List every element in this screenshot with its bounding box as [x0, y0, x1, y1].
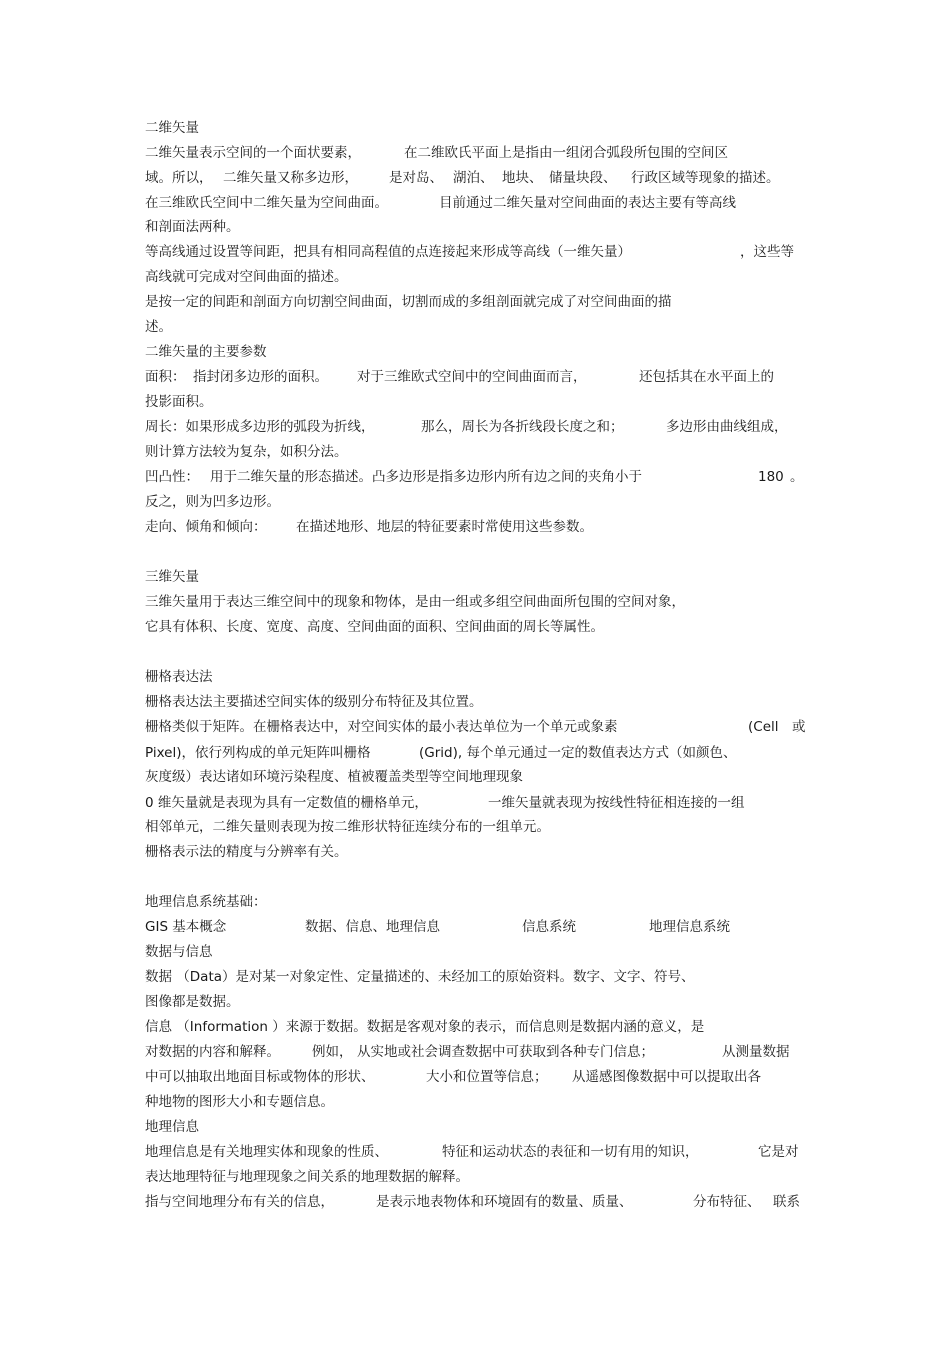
- text-line-37-seg-0: 地理信息: [145, 1119, 199, 1135]
- text-line-6-seg-0: 高线就可完成对空间曲面的描述。: [145, 269, 348, 285]
- text-line-14-seg-3: 。: [790, 469, 804, 485]
- text-line-14-seg-2: 180: [758, 469, 784, 485]
- text-line-4-seg-0: 和剖面法两种。: [145, 219, 240, 235]
- text-line-23-seg-0: Pixel)，依行列构成的单元矩阵叫栅格: [145, 745, 371, 761]
- text-line-15-seg-0: 反之，则为凹多边形。: [145, 494, 280, 510]
- text-line-1-seg-0: 二维矢量表示空间的一个面状要素，: [145, 145, 361, 161]
- text-line-16-seg-1: 在描述地形、地层的特征要素时常使用这些参数。: [296, 519, 593, 535]
- text-line-19-seg-0: 它具有体积、长度、宽度、高度、空间曲面的面积、空间曲面的周长等属性。: [145, 619, 604, 635]
- text-line-12-seg-2: 多边形由曲线组成，: [666, 419, 788, 435]
- text-line-10-seg-1: 指封闭多边形的面积。: [193, 369, 328, 385]
- text-line-35-seg-2: 从遥感图像数据中可以提取出各: [572, 1069, 761, 1085]
- text-line-34-seg-2: 从实地或社会调查数据中可获取到各种专门信息；: [357, 1044, 654, 1060]
- text-line-34-seg-3: 从测量数据: [722, 1044, 790, 1060]
- text-line-35-seg-0: 中可以抽取出地面目标或物体的形状、: [145, 1069, 375, 1085]
- text-line-40-seg-2: 分布特征、: [693, 1194, 761, 1210]
- text-line-22-seg-2: 或: [792, 719, 806, 735]
- text-line-2-seg-1: 二维矢量又称多边形，: [223, 170, 358, 186]
- text-line-12-seg-1: 那么，周长为各折线段长度之和；: [421, 419, 624, 435]
- text-line-29-seg-2: 信息系统: [522, 919, 576, 935]
- text-line-12-seg-0: 周长：如果形成多边形的弧段为折线，: [145, 419, 375, 435]
- text-line-2-seg-6: 行政区域等现象的描述。: [631, 170, 780, 186]
- text-line-25-seg-1: 一维矢量就表现为按线性特征相连接的一组: [488, 795, 745, 811]
- text-line-10-seg-2: 对于三维欧式空间中的空间曲面而言，: [357, 369, 587, 385]
- text-line-33-seg-0: 信息 （Information ）来源于数据。数据是客观对象的表示，而信息则是数据内涵的意义，是: [145, 1019, 705, 1035]
- text-line-16-seg-0: 走向、倾角和倾向：: [145, 519, 267, 535]
- text-line-23-seg-1: (Grid), 每个单元通过一定的数值表达方式（如颜色、: [419, 745, 737, 761]
- text-line-29-seg-0: GIS 基本概念: [145, 919, 227, 935]
- text-line-17-seg-0: 三维矢量: [145, 569, 199, 585]
- text-line-32-seg-0: 图像都是数据。: [145, 994, 240, 1010]
- text-line-24-seg-0: 灰度级）表达诸如环境污染程度、植被覆盖类型等空间地理现象: [145, 769, 523, 785]
- text-line-14-seg-0: 凹凸性：: [145, 469, 199, 485]
- text-line-7-seg-0: 是按一定的间距和剖面方向切割空间曲面，切割而成的多组剖面就完成了对空间曲面的描: [145, 294, 672, 310]
- text-line-3-seg-0: 在三维欧氏空间中二维矢量为空间曲面。: [145, 195, 388, 211]
- text-line-28-seg-0: 地理信息系统基础：: [145, 894, 267, 910]
- text-line-35-seg-1: 大小和位置等信息；: [426, 1069, 548, 1085]
- text-line-40-seg-0: 指与空间地理分布有关的信息，: [145, 1194, 334, 1210]
- text-line-14-seg-1: 用于二维矢量的形态描述。凸多边形是指多边形内所有边之间的夹角小于: [210, 469, 642, 485]
- text-line-31-seg-0: 数据 （Data）是对某一对象定性、定量描述的、未经加工的原始资料。数字、文字、符号、: [145, 969, 695, 985]
- text-line-29-seg-3: 地理信息系统: [649, 919, 730, 935]
- text-line-18-seg-0: 三维矢量用于表达三维空间中的现象和物体，是由一组或多组空间曲面所包围的空间对象，: [145, 594, 685, 610]
- text-line-38-seg-1: 特征和运动状态的表征和一切有用的知识，: [442, 1144, 699, 1160]
- text-line-2-seg-3: 湖泊、: [453, 170, 494, 186]
- text-line-5-seg-1: ，这些等: [740, 244, 794, 260]
- text-line-10-seg-0: 面积：: [145, 369, 186, 385]
- text-line-2-seg-2: 是对岛、: [389, 170, 443, 186]
- text-line-39-seg-0: 表达地理特征与地理现象之间关系的地理数据的解释。: [145, 1169, 469, 1185]
- text-line-13-seg-0: 则计算方法较为复杂，如积分法。: [145, 444, 348, 460]
- text-line-11-seg-0: 投影面积。: [145, 394, 213, 410]
- text-line-29-seg-1: 数据、信息、地理信息: [305, 919, 440, 935]
- text-line-38-seg-0: 地理信息是有关地理实体和现象的性质、: [145, 1144, 388, 1160]
- text-line-3-seg-1: 目前通过二维矢量对空间曲面的表达主要有等高线: [439, 195, 736, 211]
- text-line-9-seg-0: 二维矢量的主要参数: [145, 344, 267, 360]
- text-line-34-seg-1: 例如，: [312, 1044, 353, 1060]
- text-line-2-seg-0: 域。所以，: [145, 170, 213, 186]
- text-line-25-seg-0: 0 维矢量就是表现为具有一定数值的栅格单元，: [145, 795, 428, 811]
- text-line-27-seg-0: 栅格表示法的精度与分辨率有关。: [145, 844, 348, 860]
- text-line-40-seg-1: 是表示地表物体和环境固有的数量、质量、: [376, 1194, 633, 1210]
- text-line-22-seg-0: 栅格类似于矩阵。在栅格表达中，对空间实体的最小表达单位为一个单元或象素: [145, 719, 618, 735]
- text-line-34-seg-0: 对数据的内容和解释。: [145, 1044, 280, 1060]
- text-line-5-seg-0: 等高线通过设置等间距，把具有相同高程值的点连接起来形成等高线（一维矢量）: [145, 244, 631, 260]
- text-line-21-seg-0: 栅格表达法主要描述空间实体的级别分布特征及其位置。: [145, 694, 483, 710]
- text-line-1-seg-1: 在二维欧氏平面上是指由一组闭合弧段所包围的空间区: [404, 145, 728, 161]
- text-line-40-seg-3: 联系: [773, 1194, 800, 1210]
- text-line-20-seg-0: 栅格表达法: [145, 669, 213, 685]
- text-line-2-seg-5: 储量块段、: [549, 170, 617, 186]
- text-line-38-seg-2: 它是对: [758, 1144, 799, 1160]
- text-line-36-seg-0: 种地物的图形大小和专题信息。: [145, 1094, 334, 1110]
- text-line-10-seg-3: 还包括其在水平面上的: [639, 369, 774, 385]
- text-line-22-seg-1: (Cell: [748, 719, 779, 735]
- text-line-26-seg-0: 相邻单元，二维矢量则表现为按二维形状特征连续分布的一组单元。: [145, 819, 550, 835]
- text-line-30-seg-0: 数据与信息: [145, 944, 213, 960]
- text-line-8-seg-0: 述。: [145, 319, 172, 335]
- text-line-2-seg-4: 地块、: [502, 170, 543, 186]
- text-line-0-seg-0: 二维矢量: [145, 120, 199, 136]
